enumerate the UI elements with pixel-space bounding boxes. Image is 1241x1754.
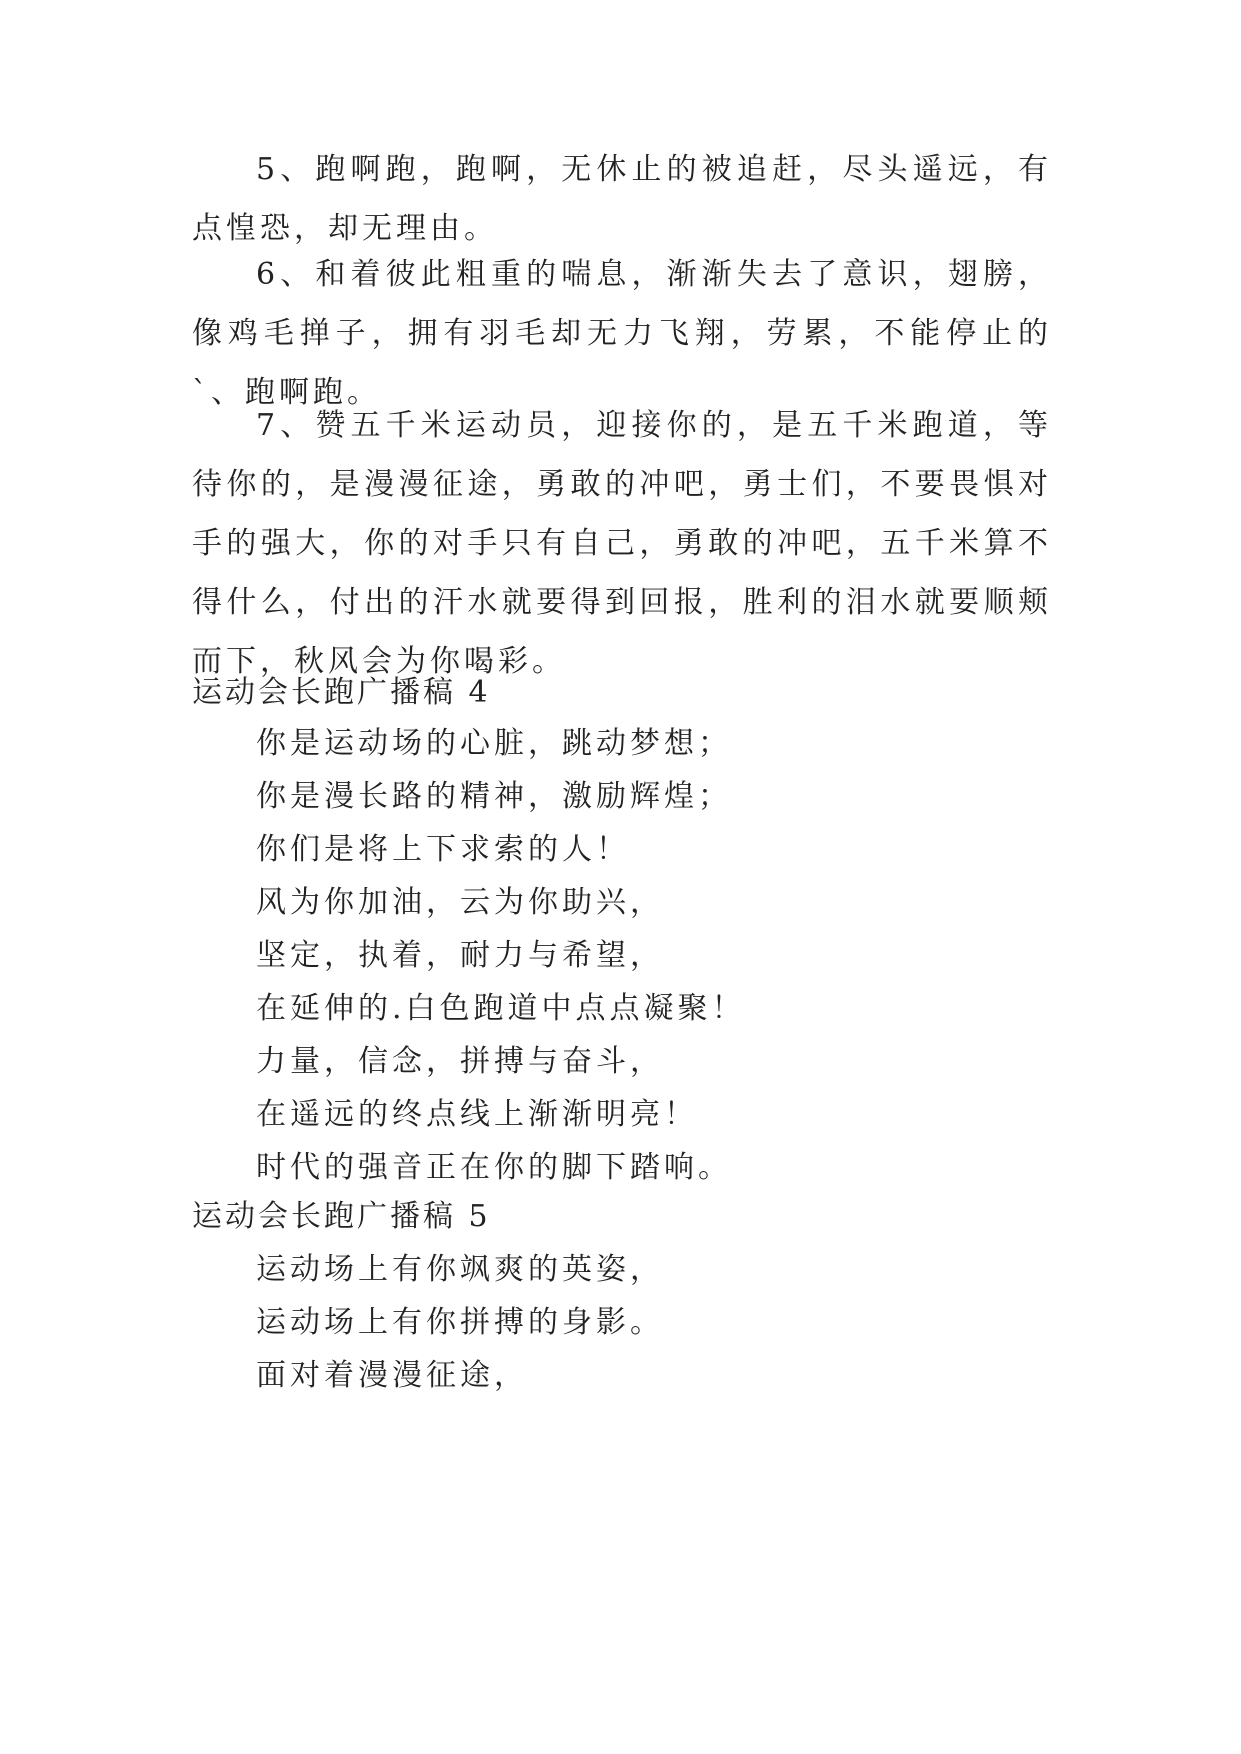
- section-4-line: 坚定，执着，耐力与希望，: [256, 938, 664, 973]
- section-5-heading: 运动会长跑广播稿 5: [192, 1199, 491, 1234]
- section-4-line: 在遥远的终点线上渐渐明亮！: [256, 1097, 698, 1132]
- section-4-line: 你们是将上下求索的人！: [256, 832, 630, 867]
- section-4-line: 力量，信念，拼搏与奋斗，: [256, 1044, 664, 1079]
- section-5-line: 运动场上有你拼搏的身影。: [256, 1305, 664, 1340]
- section-5-line: 运动场上有你飒爽的英姿，: [256, 1252, 664, 1287]
- section-4-heading: 运动会长跑广播稿 4: [192, 675, 491, 710]
- section-4-line: 时代的强音正在你的脚下踏响。: [256, 1150, 732, 1185]
- paragraph-6: 6、和着彼此粗重的喘息，渐渐失去了意识，翅膀，像鸡毛掸子，拥有羽毛却无力飞翔，劳累，不能停止的`、跑啊跑。: [192, 257, 1052, 410]
- section-4-line: 你是漫长路的精神，激励辉煌；: [256, 779, 732, 814]
- section-4-line: 风为你加油，云为你助兴，: [256, 885, 664, 920]
- paragraph-5: 5、跑啊跑，跑啊，无休止的被追赶，尽头遥远，有点惶恐，却无理由。: [192, 152, 1052, 246]
- section-4-line: 你是运动场的心脏，跳动梦想；: [256, 726, 732, 761]
- paragraph-7: 7、赞五千米运动员，迎接你的，是五千米跑道，等待你的，是漫漫征途，勇敢的冲吧，勇士们，不要畏惧对手的强大，你的对手只有自己，勇敢的冲吧，五千米算不得什么，付出的汗水就要得到回报，胜利的泪水就要顺颊而下，秋风会为你喝彩。: [192, 408, 1052, 679]
- section-5-line: 面对着漫漫征途，: [256, 1358, 528, 1393]
- section-4-line: 在延伸的.白色跑道中点点凝聚！: [256, 991, 746, 1026]
